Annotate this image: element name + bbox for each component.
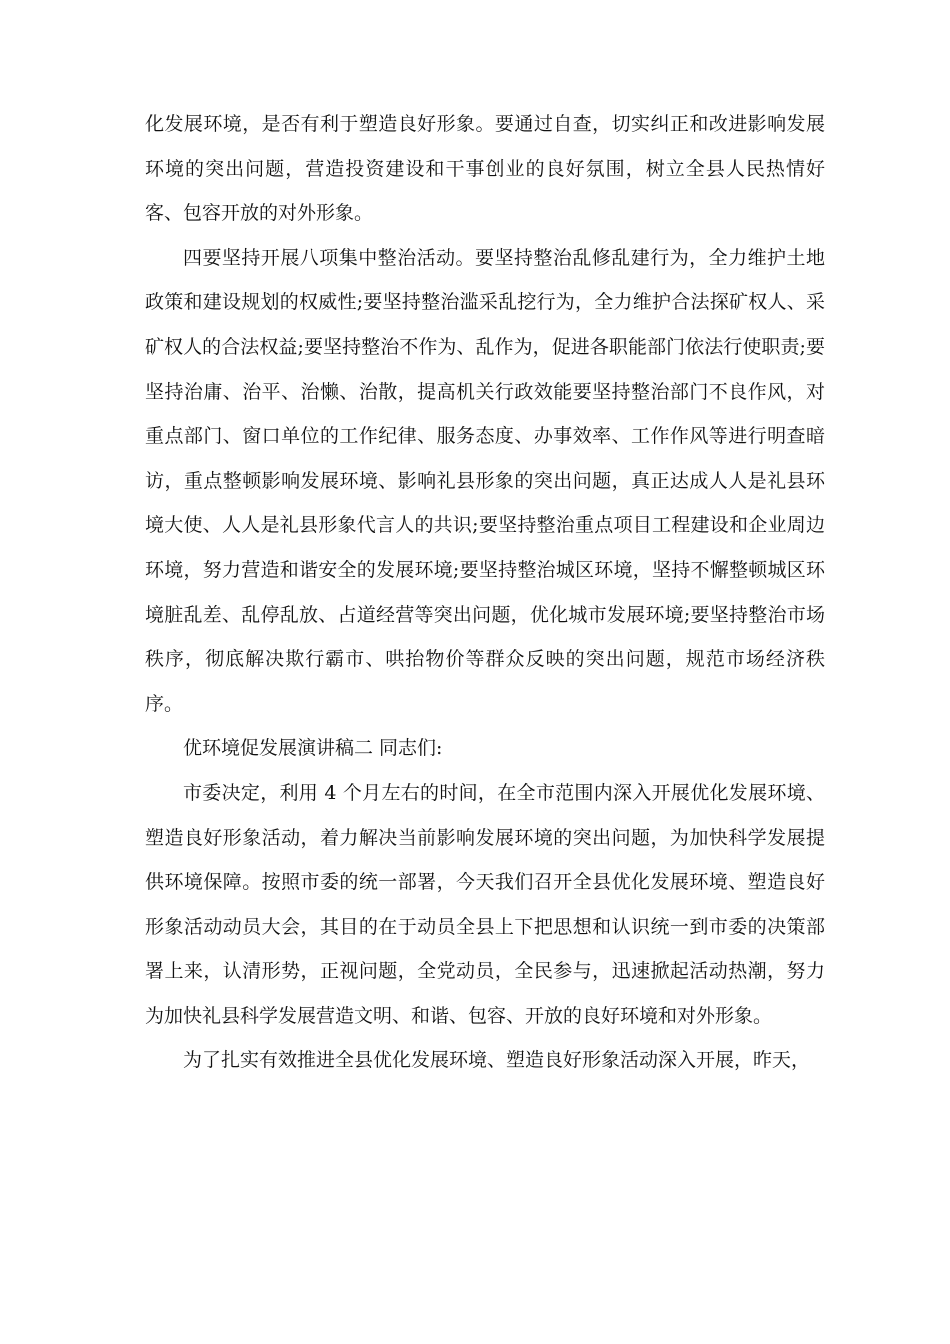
paragraph-rectification-activities: 四要坚持开展八项集中整治活动。要坚持整治乱修乱建行为，全力维护土地政策和建设规划的权威性;要坚持整治滥采乱挖行为，全力维护合法探矿权人、采矿权人的合法权益;要坚持整治不作为、乱作为，促进各职能部门依法行使职责;要坚持治庸、治平、治懒、治散，提高机关行政效能要坚持整治部门不良作风，对重点部门、窗口单位的工作纪律、服务态度、办事效率、工作作风等进行明查暗访，重点整顿影响发展环境、影响礼县形象的突出问题，真正达成人人是礼县环境大使、人人是礼县形象代言人的共识;要坚持整治重点项目工程建设和企业周边环境，努力营造和谐安全的发展环境;要坚持整治城区环境，坚持不懈整顿城区环境脏乱差、乱停乱放、占道经营等突出问题，优化城市发展环境;要坚持整治市场秩序，彻底解决欺行霸市、哄抬物价等群众反映的突出问题，规范市场经济秩序。 <box>145 246 825 715</box>
document-body <box>145 102 825 1083</box>
paragraph-continuation: 化发展环境，是否有利于塑造良好形象。要通过自查，切实纠正和改进影响发展环境的突出问题，营造投资建设和干事创业的良好氛围，树立全县人民热情好客、包容开放的对外形象。 <box>145 113 825 225</box>
speech-heading: 优环境促发展演讲稿二 同志们: <box>183 737 443 760</box>
paragraph-implementation: 为了扎实有效推进全县优化发展环境、塑造良好形象活动深入开展，昨天， <box>183 1049 811 1072</box>
paragraph-municipal-decision: 市委决定，利用 4 个月左右的时间，在全市范围内深入开展优化发展环境、塑造良好形象活动，着力解决当前影响发展环境的突出问题，为加快科学发展提供环境保障。按照市委的统一部署，今天我们召开全县优化发展环境、塑造良好形象活动动员大会，其目的在于动员全县上下把思想和认识统一到市委的决策部署上来，认清形势，正视问题，全党动员，全民参与，迅速掀起活动热潮，努力为加快礼县科学发展营造文明、和谐、包容、开放的良好环境和对外形象。 <box>145 781 825 1027</box>
